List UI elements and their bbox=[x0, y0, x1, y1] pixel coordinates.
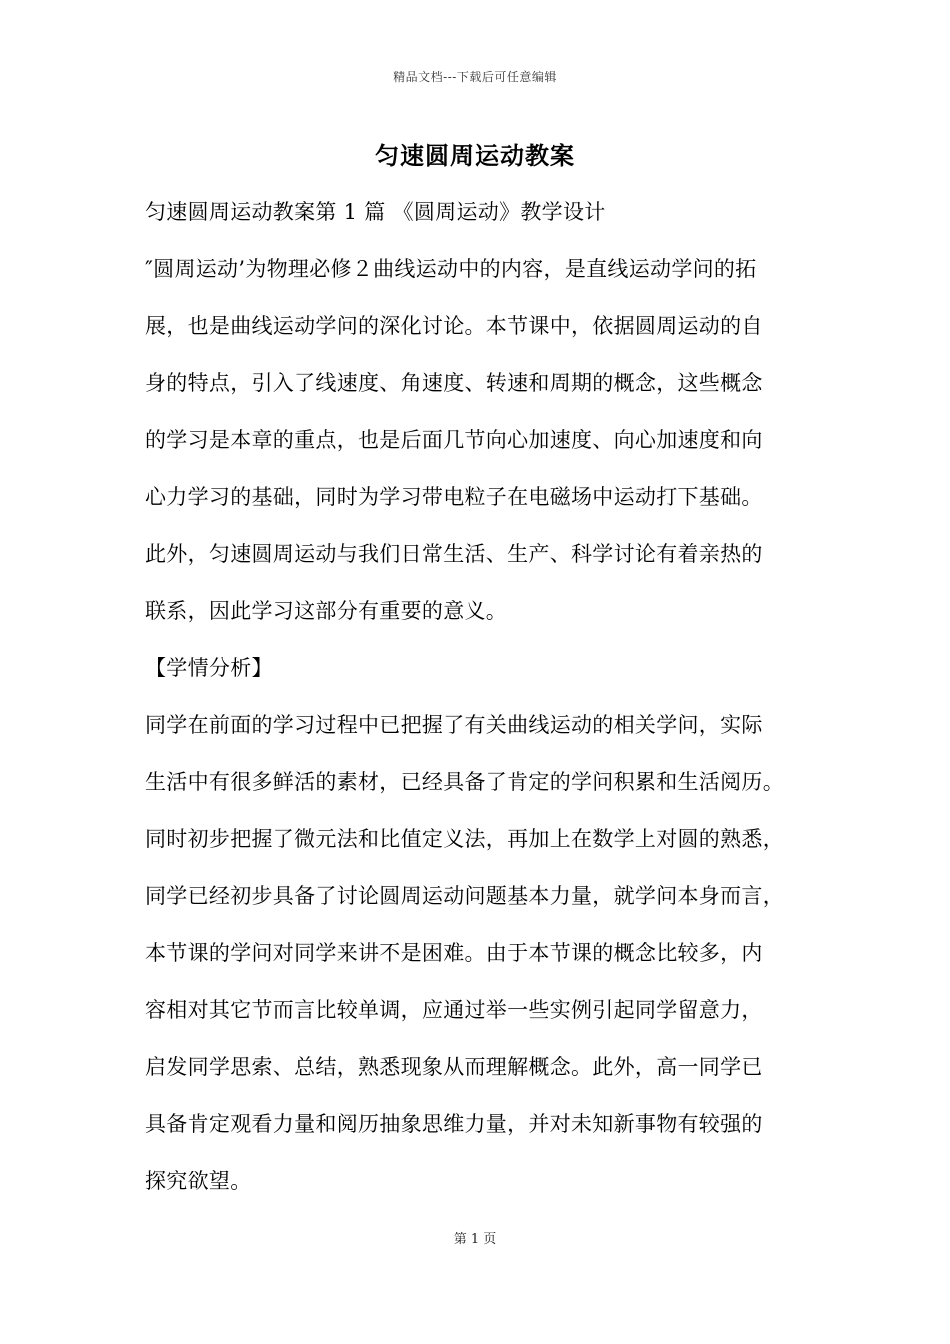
text-line: ″圆周运动’为物理必修２曲线运动中的内容，是直线运动学问的拓 bbox=[145, 257, 757, 281]
text-line: 同时初步把握了微元法和比值定义法，再加上在数学上对圆的熟悉， bbox=[145, 827, 784, 851]
text-line: 本节课的学问对同学来讲不是困难。由于本节课的概念比较多，内 bbox=[145, 941, 763, 965]
text-line: 具备肯定观看力量和阅历抽象思维力量，并对未知新事物有较强的 bbox=[145, 1112, 763, 1136]
section-heading: 【学情分析】 bbox=[145, 656, 273, 680]
text-line: 同学在前面的学习过程中已把握了有关曲线运动的相关学问，实际 bbox=[145, 713, 763, 737]
text-line: 心力学习的基础，同时为学习带电粒子在电磁场中运动打下基础。 bbox=[145, 485, 763, 509]
text-line: 身的特点，引入了线速度、角速度、转速和周期的概念，这些概念 bbox=[145, 371, 763, 395]
text-line: 匀速圆周运动教案第 1 篇 《圆周运动》教学设计 bbox=[145, 200, 606, 224]
text-line: 生活中有很多鲜活的素材，已经具备了肯定的学问积累和生活阅历。 bbox=[145, 770, 784, 794]
text-line: 的学习是本章的重点，也是后面几节向心加速度、向心加速度和向 bbox=[145, 428, 763, 452]
text-line: 启发同学思索、总结，熟悉现象从而理解概念。此外，高一同学已 bbox=[145, 1055, 763, 1079]
text-line: 同学已经初步具备了讨论圆周运动问题基本力量，就学问本身而言， bbox=[145, 884, 784, 908]
document-title: 匀速圆周运动教案 bbox=[375, 141, 575, 170]
text-line: 展，也是曲线运动学问的深化讨论。本节课中，依据圆周运动的自 bbox=[145, 314, 763, 338]
document-body bbox=[145, 184, 810, 1210]
page-number: 第 1 页 bbox=[453, 1232, 497, 1247]
page-header: 精品文档---下载后可任意编辑 bbox=[393, 70, 557, 84]
text-line: 此外，匀速圆周运动与我们日常生活、生产、科学讨论有着亲热的 bbox=[145, 542, 763, 566]
text-line: 探究欲望。 bbox=[145, 1169, 252, 1193]
text-line: 联系，因此学习这部分有重要的意义。 bbox=[145, 599, 508, 623]
text-line: 容相对其它节而言比较单调，应通过举一些实例引起同学留意力， bbox=[145, 998, 763, 1022]
